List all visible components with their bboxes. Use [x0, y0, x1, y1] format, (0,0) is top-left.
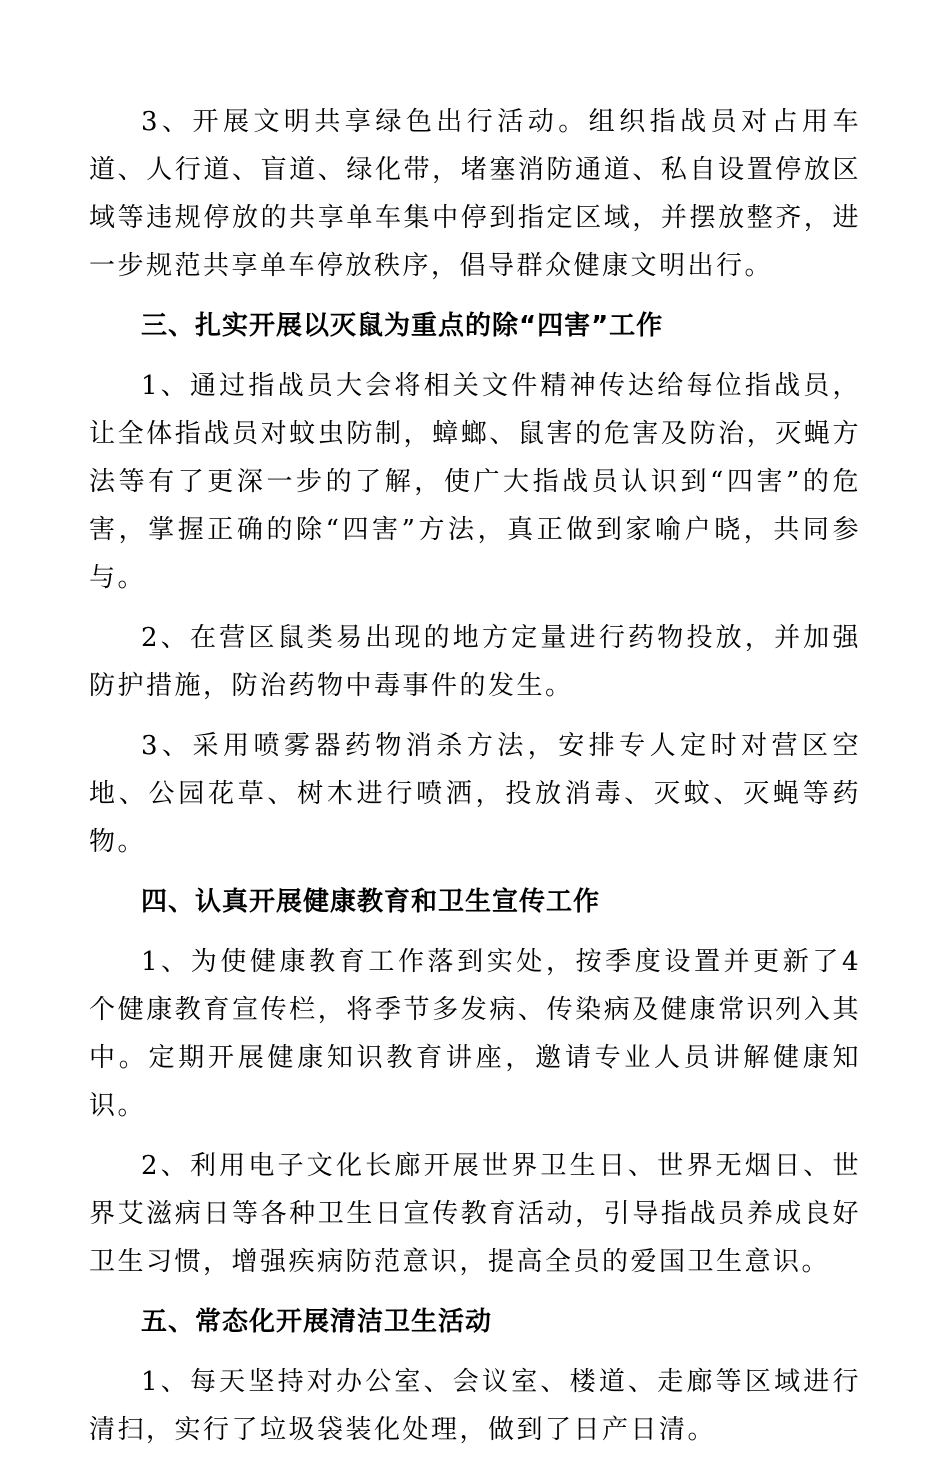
paragraph-bulletin-boards: 1、为使健康教育工作落到实处，按季度设置并更新了4个健康教育宣传栏，将季节多发病、传染病及健康常识列入其中。定期开展健康知识教育讲座，邀请专业人员讲解健康知识。: [89, 947, 861, 1121]
section-heading-cleaning: 五、常态化开展清洁卫生活动: [141, 1307, 493, 1337]
paragraph-shared-bikes: 3、开展文明共享绿色出行活动。组织指战员对占用车道、人行道、盲道、绿化带，堵塞消防通道、私自设置停放区域等违规停放的共享单车集中停到指定区域，并摆放整齐，进一步规范共享单车停放秩序，倡导群众健康文明出行。: [89, 107, 861, 281]
paragraph-health-days: 2、利用电子文化长廊开展世界卫生日、世界无烟日、世界艾滋病日等各种卫生日宣传教育活动，引导指战员养成良好卫生习惯，增强疾病防范意识，提高全员的爱国卫生意识。: [89, 1151, 861, 1277]
paragraph-daily-cleaning: 1、每天坚持对办公室、会议室、楼道、走廊等区域进行清扫，实行了垃圾袋装化处理，做到了日产日清。: [89, 1367, 861, 1445]
paragraph-rodent-bait: 2、在营区鼠类易出现的地方定量进行药物投放，并加强防护措施，防治药物中毒事件的发生。: [89, 623, 861, 701]
paragraph-spraying: 3、采用喷雾器药物消杀方法，安排专人定时对营区空地、公园花草、树木进行喷洒，投放消毒、灭蚊、灭蝇等药物。: [89, 731, 861, 857]
section-heading-health-education: 四、认真开展健康教育和卫生宣传工作: [141, 887, 601, 917]
document-body: [89, 98, 861, 1466]
paragraph-pest-meeting: 1、通过指战员大会将相关文件精神传达给每位指战员，让全体指战员对蚊虫防制，蟑螂、鼠害的危害及防治，灭蝇方法等有了更深一步的了解，使广大指战员认识到“四害”的危害，掌握正确的除“四害”方法，真正做到家喻户晓，共同参与。: [89, 371, 861, 593]
section-heading-pest-control: 三、扎实开展以灭鼠为重点的除“四害”工作: [141, 311, 664, 341]
